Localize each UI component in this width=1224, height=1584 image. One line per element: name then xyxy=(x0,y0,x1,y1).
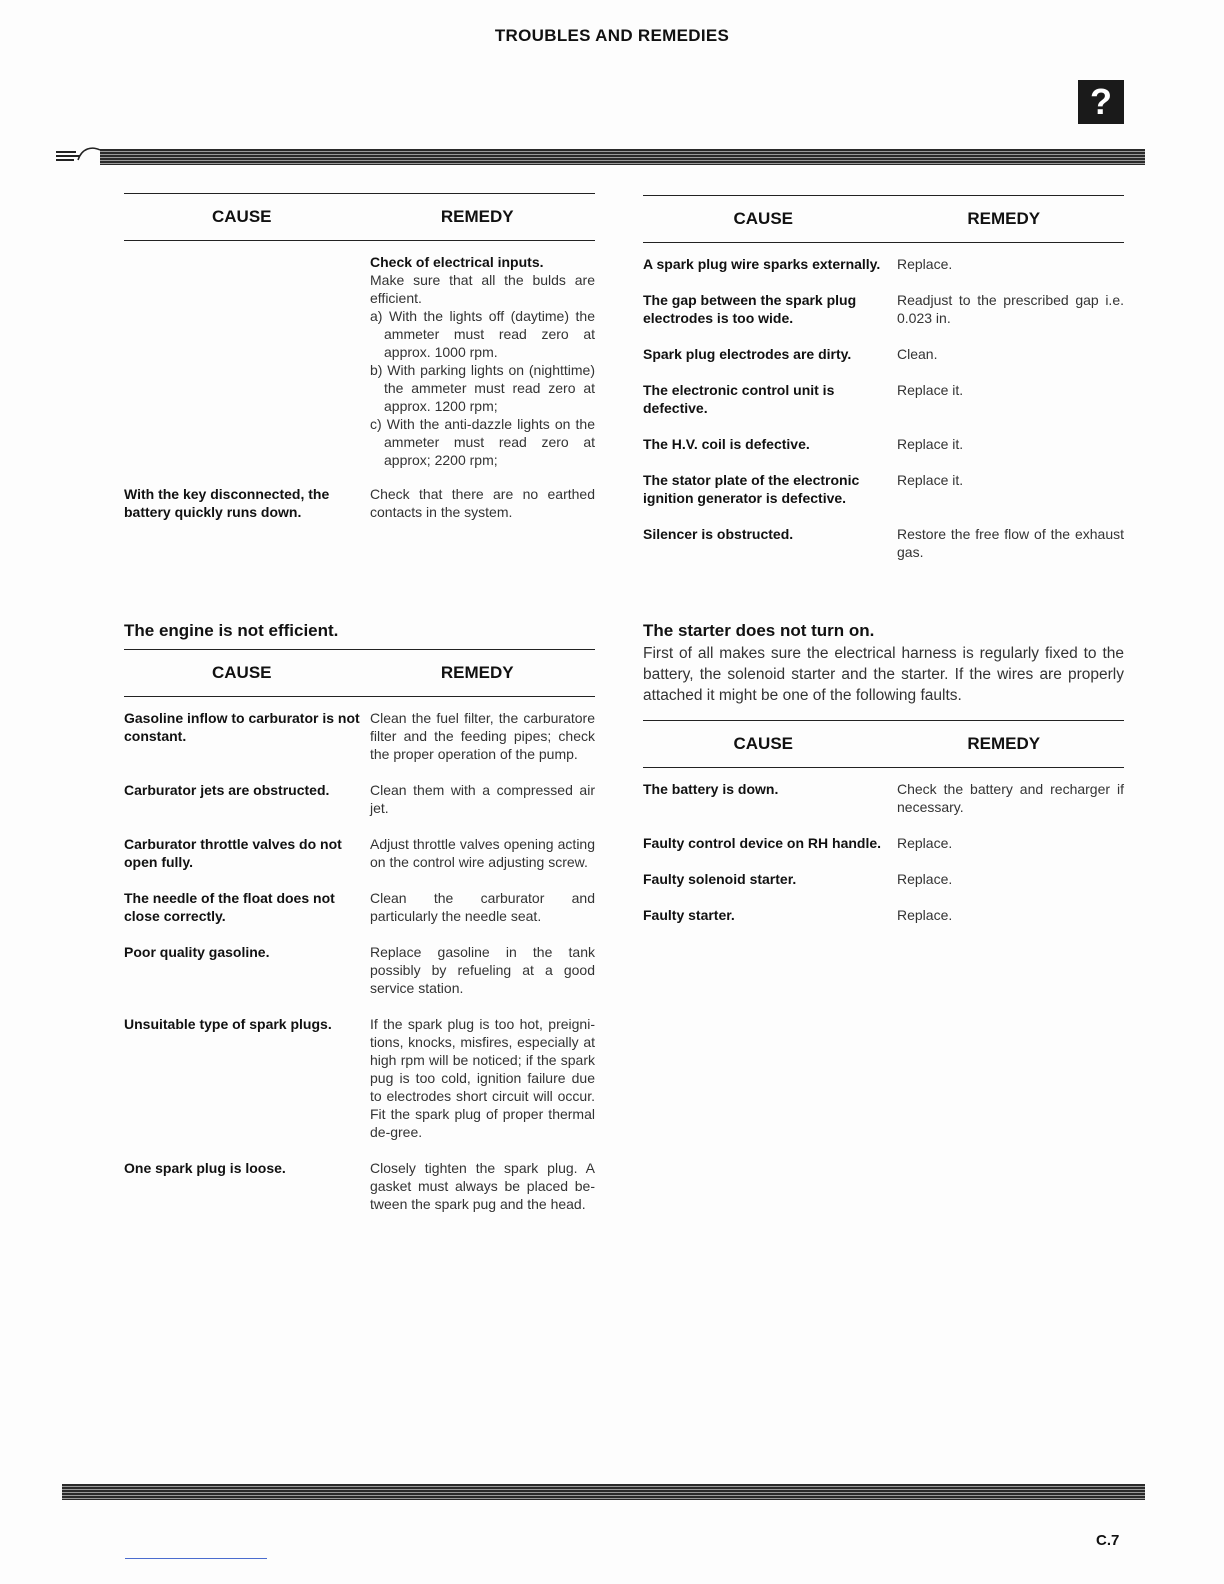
remedy-header: REMEDY xyxy=(440,663,514,682)
left-top-table xyxy=(124,193,595,521)
table-row xyxy=(124,943,595,997)
cause-header: CAUSE xyxy=(733,209,793,228)
remedy-header: REMEDY xyxy=(967,734,1041,753)
cause-cell: The stator plate of the electronic ignition generator is defective. xyxy=(643,472,860,506)
section-title: The engine is not efficient. xyxy=(124,621,339,640)
cause-cell: Carburator throttle valves do not open fully. xyxy=(124,836,342,870)
cause-header: CAUSE xyxy=(211,207,272,226)
remedy-item: a) With the lights off (daytime) the ammeter must read zero at approx. 1000 rpm. xyxy=(370,308,595,360)
table-row xyxy=(643,291,1124,327)
remedy-cell: Replace it. xyxy=(897,472,964,488)
remedy-cell: Replace. xyxy=(897,835,953,851)
table-header xyxy=(643,195,1124,243)
table-row xyxy=(643,255,1124,273)
remedy-cell: Replace. xyxy=(897,871,953,887)
remedy-cell: Clean them with a compressed air jet. xyxy=(370,782,595,816)
cause-cell: Gasoline inflow to carburator is not constant. xyxy=(124,710,360,744)
cause-header: CAUSE xyxy=(211,663,272,682)
table-row xyxy=(124,835,595,871)
right-top-table xyxy=(643,195,1124,561)
table-row xyxy=(124,1159,595,1213)
remedy-cell: Replace it. xyxy=(897,382,964,398)
cause-cell: The electronic control unit is defective. xyxy=(643,382,835,416)
remedy-cell: Clean. xyxy=(897,346,938,362)
table-row xyxy=(643,381,1124,417)
remedy-intro: Make sure that all the bulds are efficient. xyxy=(370,272,595,306)
remedy-header: REMEDY xyxy=(440,207,514,226)
remedy-cell: Replace it. xyxy=(897,436,964,452)
cause-cell: The gap between the spark plug electrodes is too wide. xyxy=(643,292,857,326)
cause-cell: A spark plug wire sparks externally. xyxy=(643,256,881,272)
cause-cell: With the key disconnected, the battery quickly runs down. xyxy=(124,486,330,520)
table-row xyxy=(124,781,595,817)
table-row xyxy=(124,253,595,469)
table-header xyxy=(124,649,595,697)
page-number: C.7 xyxy=(1096,1532,1120,1549)
table-row xyxy=(643,471,1124,507)
cause-cell: The needle of the float does not close correctly. xyxy=(124,890,335,924)
cause-cell: One spark plug is loose. xyxy=(124,1160,286,1176)
remedy-cell: Replace. xyxy=(897,907,953,923)
cause-cell: The H.V. coil is defective. xyxy=(643,436,810,452)
remedy-cell: If the spark plug is too hot, preigni-tions, knocks, misfires, especially at high rpm will be noticed; if the spark pug is too cold, ignition failure due to electrodes short circuit will occur. Fit the spark plug of proper thermal de-gree. xyxy=(370,1016,595,1140)
remedy-cell: Replace. xyxy=(897,256,953,272)
remedy-cell: Clean the carburator and particularly the needle seat. xyxy=(370,890,595,924)
cause-header: CAUSE xyxy=(733,734,793,753)
engine-section xyxy=(124,621,595,1213)
remedy-cell: Restore the free flow of the exhaust gas. xyxy=(897,526,1124,560)
question-mark-icon: ? xyxy=(1078,80,1124,124)
table-row xyxy=(643,906,1124,924)
table-row xyxy=(124,485,595,521)
page-title: TROUBLES AND REMEDIES xyxy=(494,26,730,45)
remedy-cell: Replace gasoline in the tank possibly by refueling at a good service station. xyxy=(370,944,595,996)
table-row xyxy=(643,870,1124,888)
cause-cell: Poor quality gasoline. xyxy=(124,944,270,960)
cause-cell: Faulty starter. xyxy=(643,907,735,923)
cause-cell: The battery is down. xyxy=(643,781,779,797)
remedy-item: c) With the anti-dazzle lights on the ammeter must read zero at approx; 2200 rpm; xyxy=(370,416,595,468)
table-row xyxy=(643,780,1124,816)
remedy-cell: Check that there are no earthed contacts in the system. xyxy=(370,486,595,520)
table-row xyxy=(124,709,595,763)
table-row xyxy=(643,345,1124,363)
cause-cell xyxy=(124,253,370,469)
cause-cell: Unsuitable type of spark plugs. xyxy=(124,1016,332,1032)
table-row xyxy=(643,525,1124,561)
table-header xyxy=(643,720,1124,768)
cause-cell: Carburator jets are obstructed. xyxy=(124,782,330,798)
remedy-item: b) With parking lights on (nighttime) the ammeter must read zero at approx. 1200 rpm; xyxy=(370,362,595,414)
top-rule xyxy=(100,149,1145,165)
section-title: The starter does not turn on. xyxy=(643,621,875,640)
remedy-cell: Readjust to the prescribed gap i.e. 0.023 in. xyxy=(897,292,1124,326)
remedy-cell xyxy=(370,253,595,469)
section-intro: First of all makes sure the electrical harness is regularly fixed to the battery, the solenoid starter and the starter. If the wires are properly attached it might be one of the following faults. xyxy=(643,645,1124,704)
remedy-header: REMEDY xyxy=(967,209,1041,228)
remedy-cell: Adjust throttle valves opening acting on the control wire adjusting screw. xyxy=(370,836,595,870)
table-row xyxy=(124,1015,595,1141)
starter-section xyxy=(643,621,1124,924)
table-row xyxy=(124,889,595,925)
cause-cell: Faulty control device on RH handle. xyxy=(643,835,882,851)
cause-cell: Spark plug electrodes are dirty. xyxy=(643,346,852,362)
cause-cell: Faulty solenoid starter. xyxy=(643,871,797,887)
remedy-cell: Closely tighten the spark plug. A gasket must always be placed be-tween the spark pug and the head. xyxy=(370,1160,595,1212)
table-row xyxy=(643,435,1124,453)
bottom-rule xyxy=(62,1484,1145,1500)
table-header xyxy=(124,193,595,241)
footer-line xyxy=(125,1558,267,1559)
remedy-title: Check of electrical inputs. xyxy=(370,254,544,270)
remedy-cell: Clean the fuel filter, the carburatore filter and the feeding pipes; check the proper operation of the pump. xyxy=(370,710,595,762)
cause-cell: Silencer is obstructed. xyxy=(643,526,794,542)
remedy-cell: Check the battery and recharger if necessary. xyxy=(897,781,1124,815)
table-row xyxy=(643,834,1124,852)
corner-mark-icon xyxy=(56,146,100,168)
